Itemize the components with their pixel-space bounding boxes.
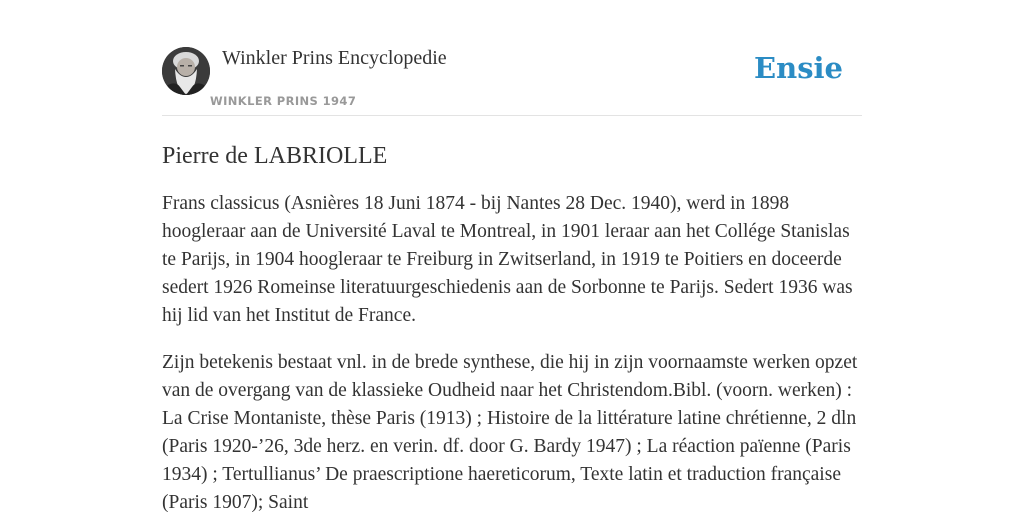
source-avatar[interactable] (162, 47, 210, 95)
article-body (162, 141, 862, 512)
article-paragraph-1: Frans classicus (Asnières 18 Juni 1874 - bij Nantes 28 Dec. 1940), werd in 1898 hoogleraar aan de Université Laval te Montreal, in 1901 leraar aan het Collége Stanislas te Parijs, in 1904 hoogleraar te Freiburg in Zwitserland, in 1919 te Poitiers en doceerde sedert 1926 Romeinse literatuurgeschiedenis aan de Sorbonne te Parijs. Sedert 1936 was hij lid van het Institut de France. (162, 193, 853, 326)
article-paragraph-2: Zijn betekenis bestaat vnl. in de brede synthese, die hij in zijn voornaamste werken opzet van de overgang van de klassieke Oudheid naar het Christendom.Bibl. (voorn. werken) : La Crise Montaniste, thèse Paris (1913) ; Histoire de la littérature latine chrétienne, 2 dln (Paris 1920-’26, 3de herz. en verin. df. door G. Bardy 1947) ; La réaction païenne (Paris 1934) ; Tertullianus’ De praescriptione haereticorum, Texte latin et traduction française (Paris 1907); Saint (162, 352, 858, 512)
page-container (162, 0, 862, 512)
source-title[interactable]: Winkler Prins Encyclopedie (222, 47, 447, 69)
article-title: Pierre de LABRIOLLE (162, 143, 388, 169)
source-header (162, 0, 862, 116)
ensie-logo-link[interactable]: Ensie (754, 51, 843, 85)
bearded-man-portrait-icon (162, 47, 210, 95)
source-subtitle[interactable]: WINKLER PRINS 1947 (210, 94, 357, 108)
